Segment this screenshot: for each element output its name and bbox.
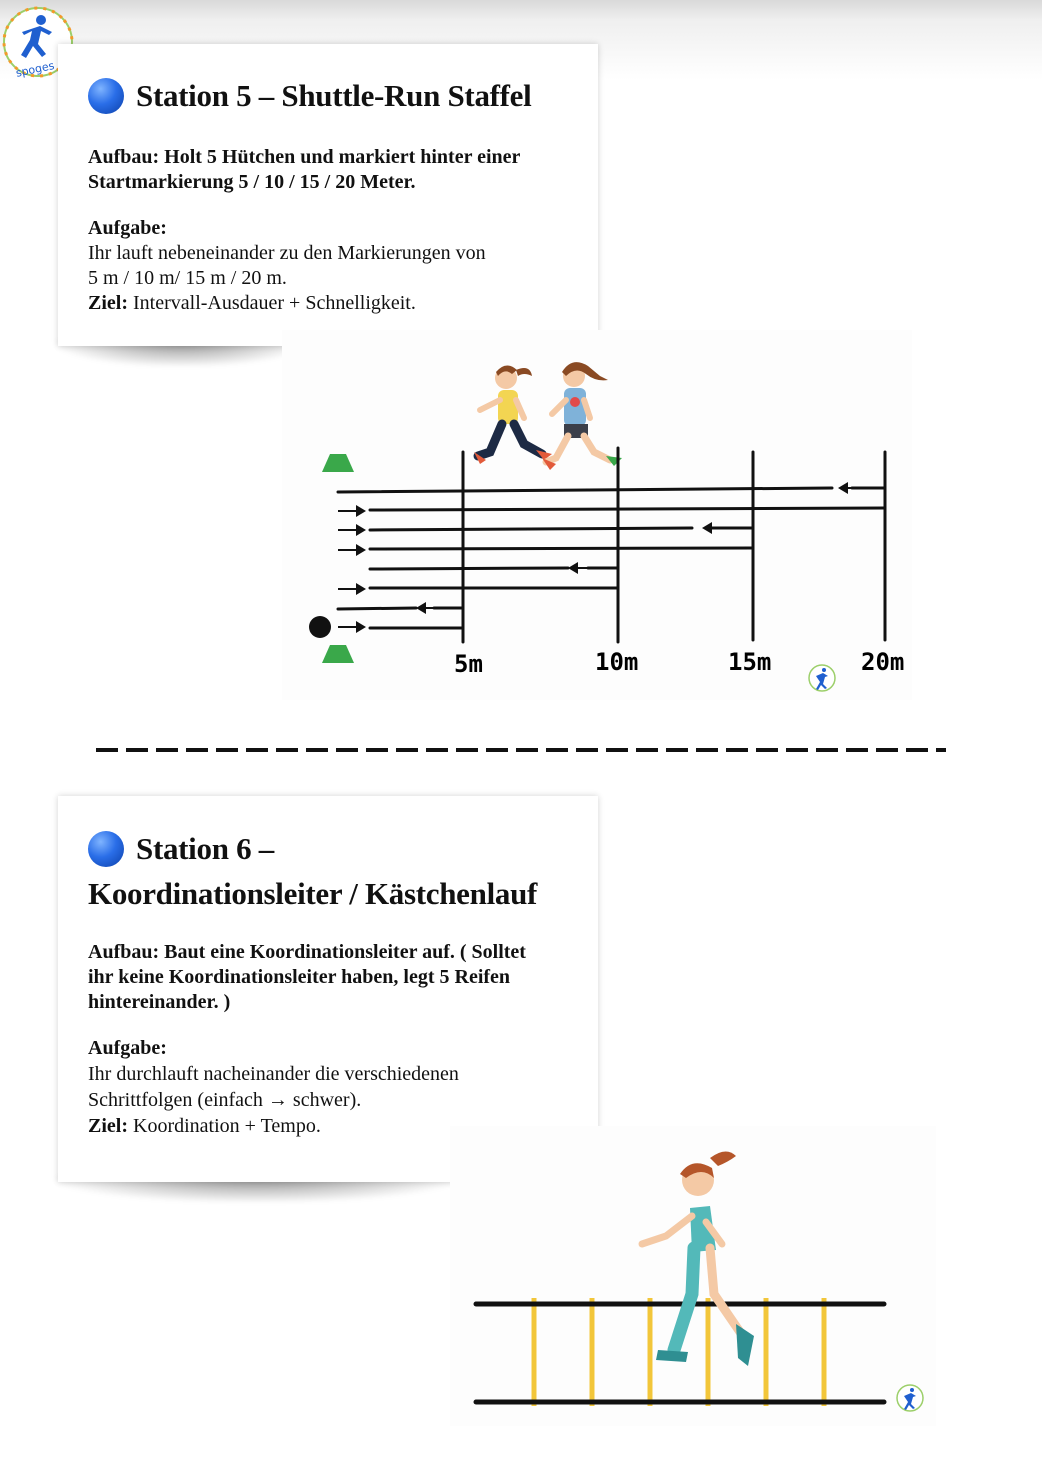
coordination-ladder-illustration bbox=[450, 1126, 936, 1426]
station5-title: Station 5 – Shuttle-Run Staffel bbox=[136, 78, 532, 113]
ball-icon bbox=[309, 616, 331, 638]
station5-setup: Aufbau: Holt 5 Hütchen und markiert hinter einer Startmarkierung 5 / 10 / 15 / 20 Meter. bbox=[88, 146, 521, 193]
marker-label: 20m bbox=[861, 648, 905, 676]
station6-setup: Aufbau: Baut eine Koordinationsleiter auf. ( Solltet ihr keine Koordinationsleiter haben, legt 5 Reifen hintereinander. ) bbox=[88, 941, 526, 1013]
section-divider bbox=[96, 748, 946, 752]
svg-text:spoges: spoges bbox=[14, 58, 56, 80]
small-logo-icon bbox=[897, 1385, 923, 1411]
station5-title-row bbox=[88, 78, 531, 114]
shuttle-run-diagram bbox=[282, 330, 912, 700]
blue-circle-icon bbox=[88, 831, 124, 867]
marker-label: 5m bbox=[454, 650, 483, 678]
station6-title-line1: Station 6 – bbox=[136, 831, 274, 866]
small-logo-icon bbox=[809, 665, 835, 691]
station6-title-row bbox=[88, 831, 274, 867]
station5-task: Aufgabe: Ihr lauft nebeneinander zu den Markierungen von 5 m / 10 m/ 15 m / 20 m. Ziel: Intervall-Ausdauer + Schnelligkeit. bbox=[88, 217, 486, 314]
marker-label: 15m bbox=[728, 648, 772, 676]
blue-circle-icon bbox=[88, 78, 124, 114]
station6-title-line2: Koordinationsleiter / Kästchenlauf bbox=[88, 876, 538, 911]
marker-label: 10m bbox=[595, 648, 639, 676]
station6-task: Aufgabe: Ihr durchlauft nacheinander die verschiedenen Schrittfolgen (einfach → schwer). Ziel: Koordination + Tempo. bbox=[88, 1037, 459, 1137]
